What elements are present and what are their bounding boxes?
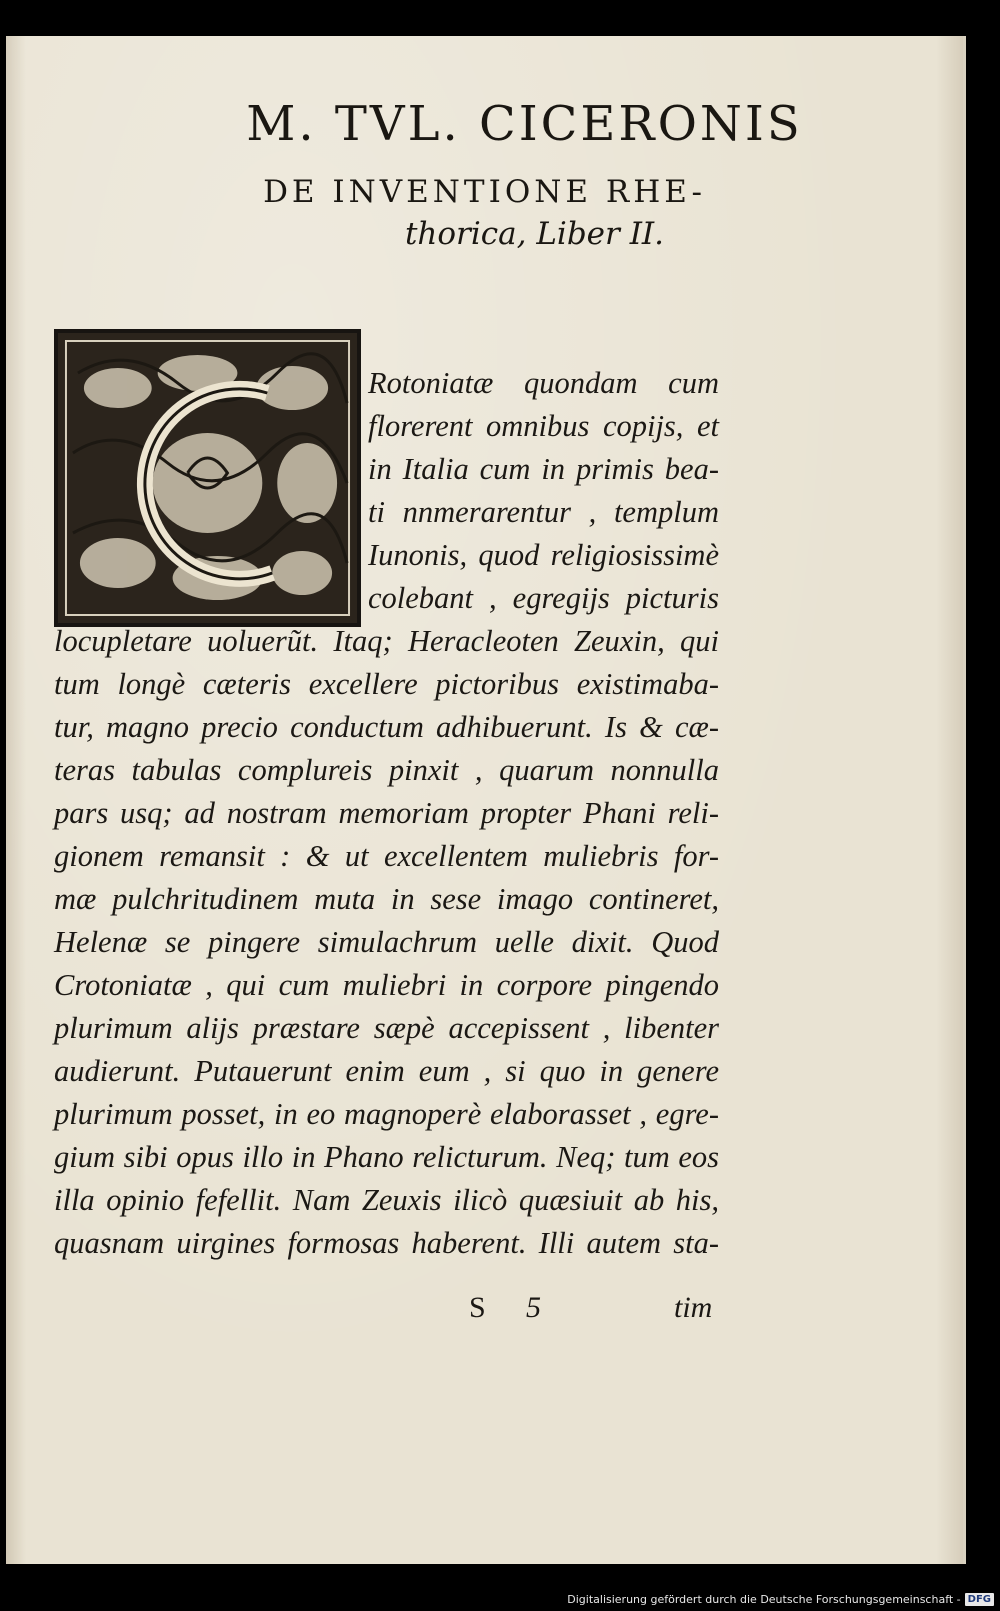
text-line: Iunonis, quod religiosissimè: [368, 538, 719, 572]
catchword: tim: [674, 1291, 713, 1324]
text-line: illa opinio fefellit. Nam Zeuxis ilicò quæsiuit ab his,: [54, 1183, 719, 1217]
text-line: gium sibi opus illo in Phano relicturum. Neq; tum eos: [54, 1140, 719, 1174]
text-line: locupletare uoluerũt. Itaq; Heracleoten Zeuxin, qui: [54, 624, 719, 658]
woodcut-initial-icon: [54, 329, 361, 627]
text-line: ti nnmerarentur , templum: [368, 495, 719, 529]
book-page: [6, 36, 966, 1564]
signature-number: 5: [526, 1291, 541, 1324]
signature-mark: S: [469, 1291, 486, 1324]
text-line: plurimum posset, in eo magnoperè elaborasset , egre-: [54, 1097, 719, 1131]
dfg-logo-icon: DFG: [965, 1593, 994, 1606]
text-line: plurimum alijs præstare sæpè accepissent , libenter: [54, 1011, 719, 1045]
text-line: tur, magno precio conductum adhibuerunt. Is & cæ-: [54, 710, 719, 744]
text-line: Crotoniatæ , qui cum muliebri in corpore pingendo: [54, 968, 719, 1002]
text-line: gionem remansit : & ut excellentem muliebris for-: [54, 839, 719, 873]
text-line: pars usq; ad nostram memoriam propter Phani reli-: [54, 796, 719, 830]
text-line: audierunt. Putauerunt enim eum , si quo in genere: [54, 1054, 719, 1088]
text-line: mæ pulchritudinem muta in sese imago contineret,: [54, 882, 719, 916]
text-line: teras tabulas complureis pinxit , quarum nonnulla: [54, 753, 719, 787]
text-line: Rotoniatæ quondam cum: [368, 366, 719, 400]
text-line: quasnam uirgines formosas haberent. Illi autem sta-: [54, 1226, 719, 1260]
text-line: Helenæ se pingere simulachrum uelle dixit. Quod: [54, 925, 719, 959]
text-line: in Italia cum in primis bea-: [368, 452, 719, 486]
title-line-3: thorica, Liber II.: [404, 216, 665, 252]
text-line: colebant , egregijs picturis: [368, 581, 719, 615]
footer-text: Digitalisierung gefördert durch die Deutsche Forschungsgemeinschaft -: [567, 1592, 961, 1606]
digitization-footer: [567, 1591, 994, 1607]
title-line-1: M. TVL. CICERONIS: [246, 96, 803, 152]
title-line-2: DE INVENTIONE RHE-: [263, 174, 706, 210]
text-line: florerent omnibus copijs, et: [368, 409, 719, 443]
text-line: tum longè cæteris excellere pictoribus existimaba-: [54, 667, 719, 701]
